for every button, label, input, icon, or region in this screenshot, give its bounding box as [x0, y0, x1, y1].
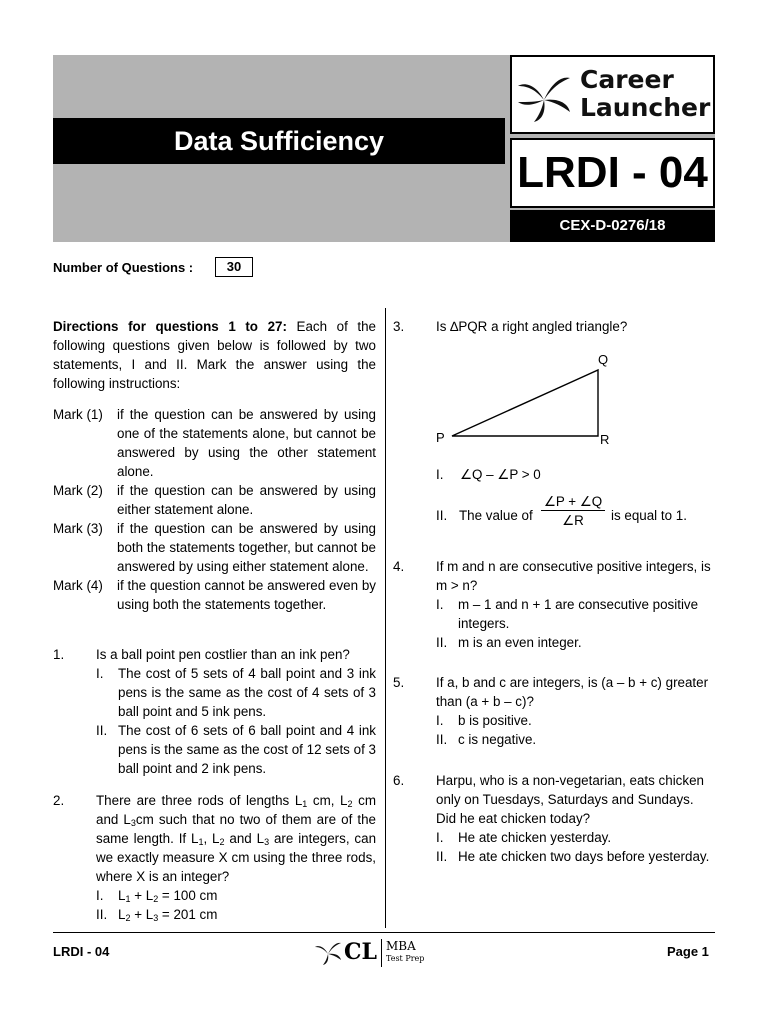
question-2 [53, 791, 376, 924]
question-number: 2. [53, 793, 65, 808]
formula-part: + L [130, 888, 154, 903]
question-6 [393, 771, 715, 866]
test-subcode: CEX-D-0276/18 [510, 210, 715, 242]
q2-part: cm such that no two of them are of the same length. If L [96, 812, 376, 846]
mark-item [53, 405, 376, 481]
subscript: 1 [198, 837, 204, 847]
q2-part: are integers, can we exactly measure X cm using the three rods, where X is an integer? [96, 831, 377, 884]
footer-logo-sub1: MBA [386, 939, 416, 953]
q3-statement-1 [436, 465, 715, 484]
mark-label: Mark (4) [53, 578, 103, 593]
statement-text: He ate chicken yesterday. [458, 830, 612, 845]
subscript: 1 [125, 894, 131, 904]
statement-text: c is negative. [458, 732, 537, 747]
statement-text-post: is equal to 1. [611, 508, 687, 523]
subscript: 2 [219, 837, 225, 847]
triangle-pqr [452, 370, 598, 436]
formula-part: = 201 cm [158, 907, 218, 922]
mark-text: if the question can be answered by using one of the statements alone, but cannot be answered by using the other statement alone. [117, 407, 376, 479]
statement-2 [96, 905, 376, 924]
question-text: Harpu, who is a non-vegetarian, eats chicken only on Tuesdays, Saturdays and Sundays. Did he eat chicken today? [436, 773, 704, 826]
vertex-r: R [600, 432, 610, 447]
subscript: 2 [125, 913, 131, 923]
question-number: 1. [53, 647, 65, 662]
statement-label: II. [436, 635, 448, 650]
column-divider [385, 308, 386, 928]
statement-label: I. [436, 713, 444, 728]
mark-list [53, 405, 376, 614]
statement-text: The cost of 6 sets of 6 ball point and 4 ink pens is the same as the cost of 12 sets of 3 ball point and 2 ink pens. [118, 723, 376, 776]
footer-rule [53, 932, 715, 933]
statement-text: He ate chicken two days before yesterday. [458, 849, 710, 864]
formula-part: L [118, 907, 126, 922]
footer-logo-text: CL [344, 939, 377, 965]
statement-label: I. [96, 666, 104, 681]
subscript: 2 [347, 799, 353, 809]
q2-part: cm and L [96, 793, 376, 827]
statement-label: II. [436, 849, 448, 864]
statement-text: The cost of 5 sets of 4 ball point and 3 ink pens is the same as the cost of 4 sets of 3 ball point and 5 ink pens. [118, 666, 376, 719]
q2-part: , L [203, 831, 220, 846]
subscript: 3 [153, 913, 159, 923]
directions [53, 317, 376, 393]
subscript: 3 [264, 837, 270, 847]
brand-line-1: Career [580, 65, 674, 94]
statement-label: II. [436, 732, 448, 747]
formula-part: + L [130, 907, 154, 922]
q2-part: and L [224, 831, 265, 846]
num-questions-value: 30 [215, 257, 253, 277]
subscript: 1 [302, 799, 308, 809]
fraction-denominator: ∠R [562, 513, 584, 528]
statement-1 [436, 595, 715, 633]
brand-line-2: Launcher [580, 93, 711, 122]
mark-label: Mark (1) [53, 407, 103, 422]
mark-text: if the question can be answered by using either statement alone. [117, 483, 376, 517]
mark-item [53, 519, 376, 576]
page-title: Data Sufficiency [53, 118, 505, 164]
statement-label: I. [436, 467, 444, 482]
footer-code: LRDI - 04 [53, 944, 110, 959]
formula-part: = 100 cm [158, 888, 218, 903]
directions-text: Each of the following questions given below is followed by two statements, I and II. Mark the answer using the following instructions: [53, 319, 376, 391]
statement-label: II. [96, 907, 108, 922]
q2-part: There are three rods of lengths L [96, 793, 303, 808]
question-5 [393, 673, 715, 749]
statement-2 [436, 730, 715, 749]
statement-1 [436, 711, 715, 730]
mark-text: if the question cannot be answered even by using both the statements together. [117, 578, 376, 612]
statement-text: m – 1 and n + 1 are consecutive positive integers. [458, 597, 699, 631]
statement-1 [96, 664, 376, 721]
triangle-diagram [436, 350, 620, 450]
question-text: Is a ball point pen costlier than an ink pen? [96, 647, 350, 662]
statement-2 [436, 847, 715, 866]
mark-text: if the question can be answered by using both the statements together, but cannot be answered by using either statement alone. [117, 521, 376, 574]
statement-1 [96, 886, 376, 905]
statement-label: II. [96, 723, 108, 738]
statement-text: ∠Q – ∠P > 0 [460, 467, 541, 482]
q2-part: cm, L [307, 793, 348, 808]
footer-logo [314, 937, 434, 971]
question-text [96, 791, 376, 886]
mark-label: Mark (3) [53, 521, 103, 536]
question-number: 4. [393, 559, 405, 574]
vertex-q: Q [598, 352, 609, 367]
fraction-numerator: ∠P + ∠Q [541, 493, 605, 511]
statement-text: b is positive. [458, 713, 532, 728]
subscript: 3 [130, 818, 136, 828]
statement-text: m is an even integer. [458, 635, 582, 650]
question-number: 6. [393, 773, 405, 788]
footer-logo-sub2: Test Prep [386, 954, 425, 963]
directions-lead: Directions for questions 1 to 27: [53, 319, 287, 334]
statement-label: I. [436, 830, 444, 845]
question-4 [393, 557, 715, 652]
footer-logo-divider [381, 939, 382, 967]
fraction [541, 493, 605, 530]
num-questions-label: Number of Questions : [53, 260, 194, 275]
page-number: Page 1 [667, 944, 709, 959]
question-1 [53, 645, 376, 778]
brand-name [580, 66, 710, 122]
statement-label: II. [436, 508, 448, 523]
q3-statement-2 [436, 493, 715, 533]
mark-label: Mark (2) [53, 483, 103, 498]
footer-swirl-icon [314, 941, 342, 967]
mark-item [53, 576, 376, 614]
question-number: 3. [393, 319, 405, 334]
formula-part: L [118, 888, 126, 903]
test-code: LRDI - 04 [510, 138, 715, 208]
statement-text-pre: The value of [459, 508, 533, 523]
statement-label: I. [96, 888, 104, 903]
statement-2 [436, 633, 715, 652]
brand-swirl-icon [516, 74, 572, 124]
question-number: 5. [393, 675, 405, 690]
statement-2 [96, 721, 376, 778]
question-text: If a, b and c are integers, is (a – b + c) greater than (a + b – c)? [436, 675, 709, 709]
question-3 [393, 317, 715, 336]
statement-1 [436, 828, 715, 847]
question-text: Is ∆PQR a right angled triangle? [436, 319, 628, 334]
statement-label: I. [436, 597, 444, 612]
mark-item [53, 481, 376, 519]
question-text: If m and n are consecutive positive integers, is m > n? [436, 559, 711, 593]
vertex-p: P [436, 430, 445, 445]
subscript: 2 [153, 894, 159, 904]
